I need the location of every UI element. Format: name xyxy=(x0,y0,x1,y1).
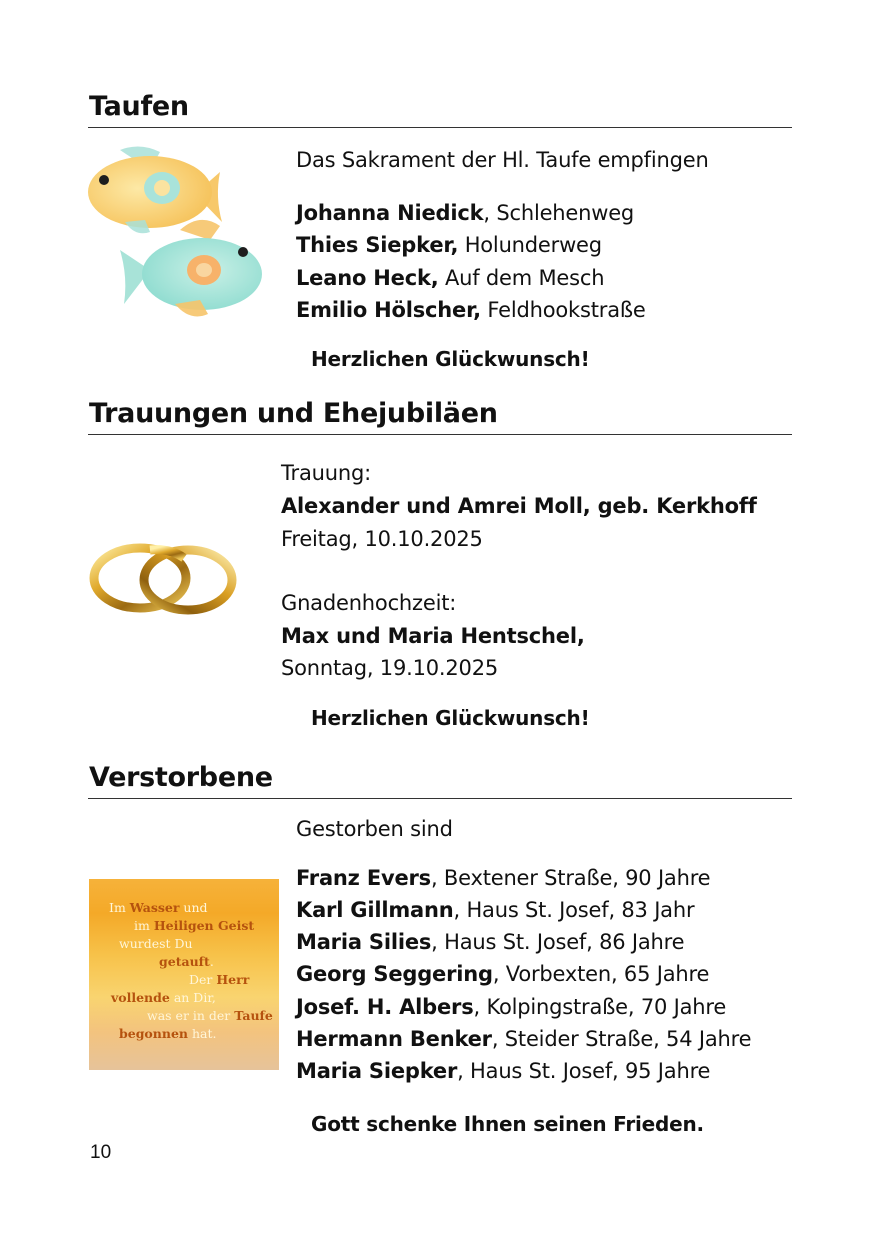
taufen-wish: Herzlichen Glückwunsch! xyxy=(311,347,590,371)
verse-line: Im Wasser und xyxy=(109,900,208,915)
wedding-rings-icon xyxy=(88,536,240,620)
verse-line: wurdest Du xyxy=(119,936,193,951)
trauung-label: Trauung: xyxy=(281,461,371,485)
verse-line: getauft. xyxy=(159,954,214,969)
section-divider-verstorbene xyxy=(88,798,792,799)
verstorbene-wish: Gott schenke Ihnen seinen Frieden. xyxy=(311,1112,704,1136)
jubilee-label: Gnadenhochzeit: xyxy=(281,591,457,615)
verse-line: was er in der Taufe xyxy=(147,1008,273,1023)
section-title-verstorbene: Verstorbene xyxy=(89,762,273,793)
taufen-intro: Das Sakrament der Hl. Taufe empfingen xyxy=(296,148,709,172)
jubilee-couple: Max und Maria Hentschel, xyxy=(281,624,585,648)
section-title-trauungen: Trauungen und Ehejubiläen xyxy=(89,398,498,429)
verse-line: begonnen hat. xyxy=(119,1026,217,1041)
verse-line: Der Herr xyxy=(189,972,250,987)
baptism-verse-image xyxy=(89,879,279,1070)
list-item: Karl Gillmann, Haus St. Josef, 83 Jahr xyxy=(296,898,695,922)
page-number: 10 xyxy=(90,1142,112,1163)
trauung-date: Freitag, 10.10.2025 xyxy=(281,527,483,551)
list-item: Thies Siepker, Holunderweg xyxy=(296,233,602,257)
trauung-couple: Alexander und Amrei Moll, geb. Kerkhoff xyxy=(281,494,757,518)
section-title-taufen: Taufen xyxy=(89,91,189,122)
verse-line: vollende an Dir, xyxy=(111,990,216,1005)
section-divider-trauungen xyxy=(88,434,792,435)
list-item: Johanna Niedick, Schlehenweg xyxy=(296,201,635,225)
verse-line: im Heiligen Geist xyxy=(134,918,255,933)
trauungen-wish: Herzlichen Glückwunsch! xyxy=(311,706,590,730)
list-item: Georg Seggering, Vorbexten, 65 Jahre xyxy=(296,962,710,986)
list-item: Maria Siepker, Haus St. Josef, 95 Jahre xyxy=(296,1059,711,1083)
list-item: Maria Silies, Haus St. Josef, 86 Jahre xyxy=(296,930,685,954)
fish-illustration-icon xyxy=(80,142,270,324)
verstorbene-intro: Gestorben sind xyxy=(296,817,453,841)
list-item: Hermann Benker, Steider Straße, 54 Jahre xyxy=(296,1027,752,1051)
list-item: Franz Evers, Bextener Straße, 90 Jahre xyxy=(296,866,711,890)
jubilee-date: Sonntag, 19.10.2025 xyxy=(281,656,499,680)
section-divider-taufen xyxy=(88,127,792,128)
list-item: Emilio Hölscher, Feldhookstraße xyxy=(296,298,646,322)
list-item: Josef. H. Albers, Kolpingstraße, 70 Jahre xyxy=(296,995,727,1019)
list-item: Leano Heck, Auf dem Mesch xyxy=(296,266,605,290)
